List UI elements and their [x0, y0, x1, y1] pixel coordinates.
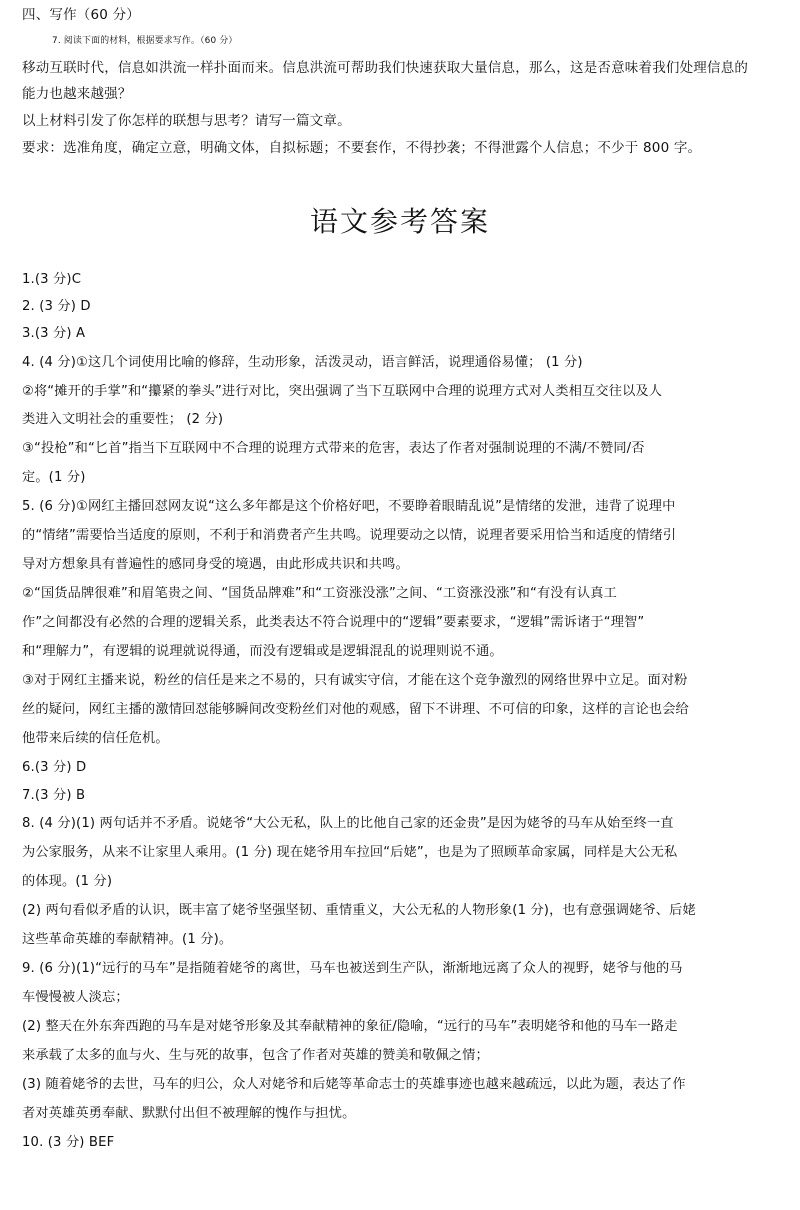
answer-line: (2) 整天在外东奔西跑的马车是对姥爷形象及其奉献精神的象征/隐喻，“远行的马车”表明姥爷和他的马车一路走 — [22, 1019, 678, 1034]
material-line-1: 移动互联时代，信息如洪流一样扑面而来。信息洪流可帮助我们快速获取大量信息，那么，这是否意味着我们处理信息的 — [22, 60, 749, 76]
answer-line: ②将“摊开的手掌”和“攥紧的拳头”进行对比，突出强调了当下互联网中合理的说理方式对人类相互交往以及人 — [22, 384, 663, 399]
answer-line: 6.(3 分) D — [22, 760, 87, 775]
answer-line: 9. (6 分)(1)“远行的马车”是指随着姥爷的离世，马车也被送到生产队，渐渐地远离了众人的视野，姥爷与他的马 — [22, 961, 683, 976]
answer-line: 的体现。(1 分) — [22, 874, 113, 889]
answer-line: 这些革命英雄的奉献精神。(1 分)。 — [22, 932, 233, 947]
answer-line: ③“投枪”和“匕首”指当下互联网中不合理的说理方式带来的危害，表达了作者对强制说理的不满/不赞同/否 — [22, 441, 645, 456]
answer-line: 为公家服务，从来不让家里人乘用。(1 分) 现在姥爷用车拉回“后姥”，也是为了照顾革命家属，同样是大公无私 — [22, 845, 678, 860]
writing-question: 7. 阅读下面的材料，根据要求写作。（60 分） — [52, 36, 238, 46]
answer-line: (3) 随着姥爷的去世，马车的归公，众人对姥爷和后姥等革命志士的英雄事迹也越来越疏远，以此为题，表达了作 — [22, 1077, 686, 1092]
answer-line: ③对于网红主播来说，粉丝的信任是来之不易的，只有诚实守信，才能在这个竞争激烈的网络世界中立足。面对粉 — [22, 673, 688, 688]
answer-line: 定。(1 分) — [22, 470, 86, 485]
answer-line: (2) 两句看似矛盾的认识，既丰富了姥爷坚强坚韧、重情重义，大公无私的人物形象(1 分)，也有意强调姥爷、后姥 — [22, 903, 696, 918]
answer-line: 他带来后续的信任危机。 — [22, 731, 169, 746]
answer-line: 作”之间都没有必然的合理的逻辑关系，此类表达不符合说理中的“逻辑”要素要求，“逻辑”需诉诸于“理智” — [22, 615, 645, 630]
answers-title: 语文参考答案 — [309, 205, 490, 238]
answer-line: 丝的疑问，网红主播的激情回怼能够瞬间改变粉丝们对他的观感，留下不讲理、不可信的印象，这样的言论也会给 — [22, 702, 689, 717]
answer-line: 的“情绪”需要恰当适度的原则，不利于和消费者产生共鸣。说理要动之以情，说理者要采用恰当和适度的情绪引 — [22, 528, 677, 543]
answer-line: 8. (4 分)(1) 两句话并不矛盾。说姥爷“大公无私，队上的比他自己家的还金贵”是因为姥爷的马车从始至终一直 — [22, 816, 674, 831]
answer-line: 7.(3 分) B — [22, 788, 86, 803]
writing-requirements: 要求：选准角度，确定立意，明确文体，自拟标题；不要套作，不得抄袭；不得泄露个人信息；不少于 800 字。 — [22, 140, 702, 156]
answer-line: 车慢慢被人淡忘； — [22, 990, 129, 1005]
answer-line: 3.(3 分) A — [22, 326, 86, 341]
answer-line: 2. (3 分) D — [22, 299, 91, 314]
answer-line: 导对方想象具有普遍性的感同身受的境遇，由此形成共识和共鸣。 — [22, 557, 409, 572]
answer-line: 10. (3 分) BEF — [22, 1135, 115, 1150]
answer-line: 1.(3 分)C — [22, 272, 82, 287]
answer-line: 4. (4 分)①这几个词使用比喻的修辞，生动形象，活泼灵动，语言鲜活，说理通俗易懂； (1 分) — [22, 355, 583, 370]
answer-line: ②“国货品牌很难”和眉笔贵之间、“国货品牌难”和“工资涨没涨”之间、“工资涨没涨”和“有没有认真工 — [22, 586, 617, 601]
writing-section-heading: 四、写作（60 分） — [22, 7, 140, 23]
writing-prompt: 以上材料引发了你怎样的联想与思考？请写一篇文章。 — [22, 113, 351, 129]
answer-line: 和“理解力”，有逻辑的说理就说得通，而没有逻辑或是逻辑混乱的说理则说不通。 — [22, 644, 503, 659]
material-line-2: 能力也越来越强？ — [22, 86, 132, 102]
answer-line: 来承载了太多的血与火、生与死的故事，包含了作者对英雄的赞美和敬佩之情； — [22, 1048, 489, 1063]
answer-line: 者对英雄英勇奉献、默默付出但不被理解的愧作与担忧。 — [22, 1106, 356, 1121]
answer-line: 类进入文明社会的重要性； (2 分) — [22, 412, 224, 427]
answer-line: 5. (6 分)①网红主播回怼网友说“这么多年都是这个价格好吧，不要睁着眼睛乱说”是情绪的发泄，违背了说理中 — [22, 499, 676, 514]
